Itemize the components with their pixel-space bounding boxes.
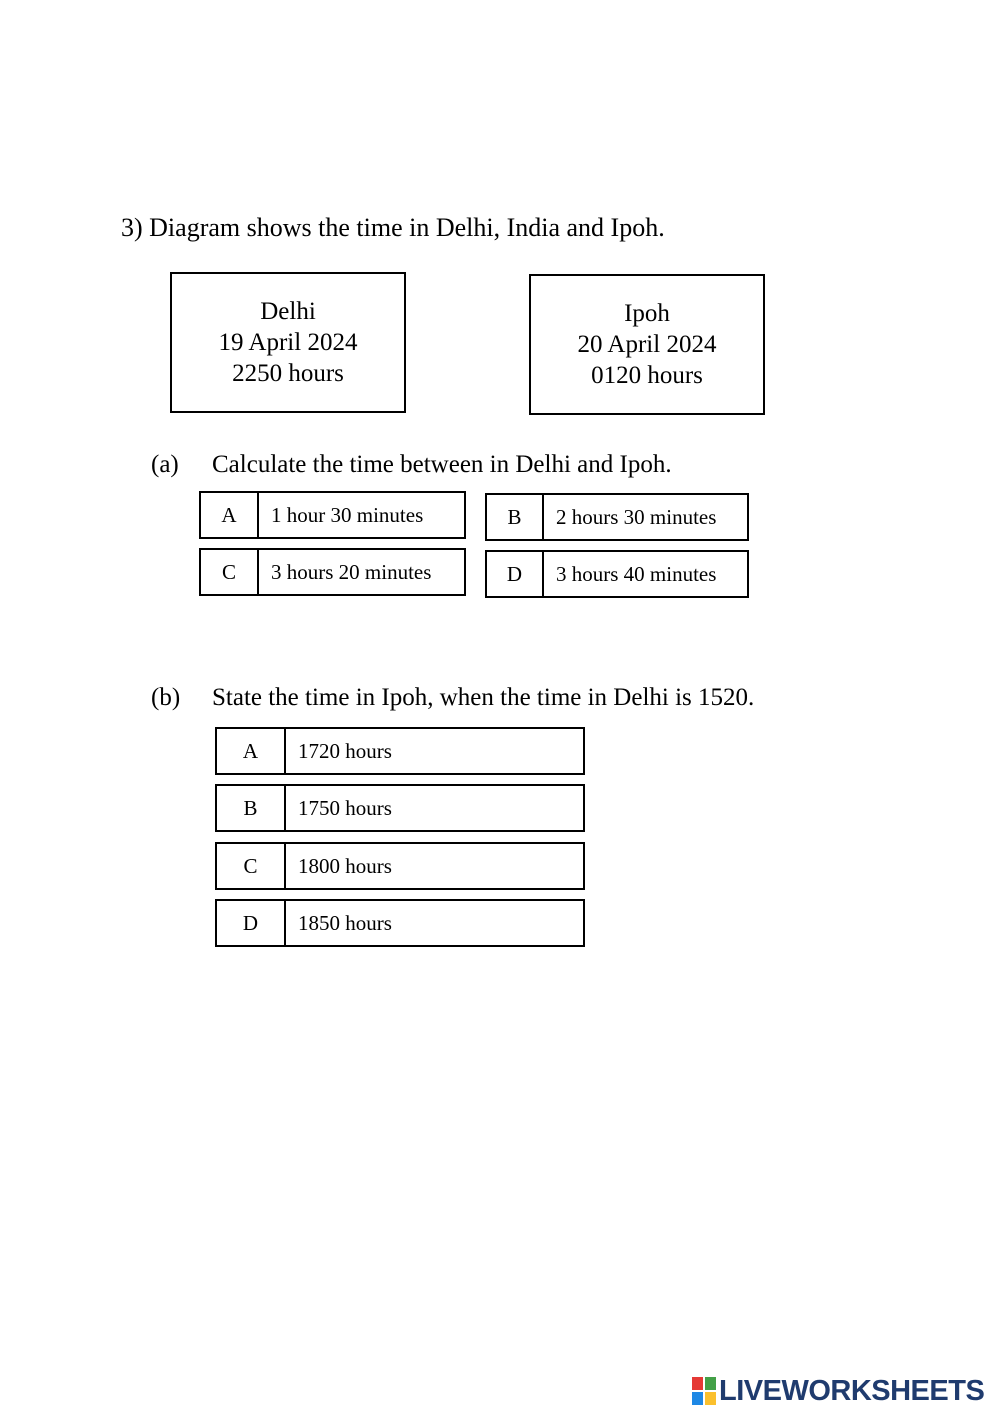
option-letter: C — [201, 550, 259, 594]
liveworksheets-logo-icon — [692, 1377, 716, 1405]
part-b-option-c[interactable] — [215, 842, 585, 890]
option-letter: B — [487, 495, 544, 539]
option-text: 3 hours 40 minutes — [556, 561, 717, 586]
option-text: 1 hour 30 minutes — [271, 502, 424, 527]
part-a-option-d[interactable] — [485, 550, 749, 598]
city-name: Ipoh — [624, 300, 670, 327]
city-date: 20 April 2024 — [577, 331, 717, 358]
option-letter: C — [217, 844, 286, 888]
option-text: 3 hours 20 minutes — [271, 559, 432, 584]
option-text: 1800 hours — [298, 853, 392, 878]
delhi-time-box — [170, 272, 406, 413]
question-title: 3) Diagram shows the time in Delhi, India and Ipoh. — [121, 213, 665, 242]
option-text: 2 hours 30 minutes — [556, 504, 717, 529]
part-a-option-a[interactable] — [199, 491, 466, 539]
option-text: 1750 hours — [298, 795, 392, 820]
part-b-option-a[interactable] — [215, 727, 585, 775]
city-name: Delhi — [260, 298, 316, 325]
option-letter: A — [217, 729, 286, 773]
part-b-option-d[interactable] — [215, 899, 585, 947]
liveworksheets-logo — [692, 1374, 984, 1408]
part-b-option-b[interactable] — [215, 784, 585, 832]
part-a-prompt: Calculate the time between in Delhi and Ipoh. — [212, 451, 672, 478]
part-a-option-b[interactable] — [485, 493, 749, 541]
part-a-label: (a) — [151, 451, 179, 478]
part-b-label: (b) — [151, 684, 181, 711]
logo-text: LIVEWORKSHEETS — [719, 1374, 985, 1407]
option-text: 1850 hours — [298, 910, 392, 935]
option-text: 1720 hours — [298, 738, 392, 763]
part-a-option-c[interactable] — [199, 548, 466, 596]
option-letter: D — [487, 552, 544, 596]
part-b-prompt: State the time in Ipoh, when the time in Delhi is 1520. — [212, 684, 755, 711]
city-time: 2250 hours — [232, 360, 344, 387]
option-letter: D — [217, 901, 286, 945]
option-letter: B — [217, 786, 286, 830]
ipoh-time-box — [529, 274, 765, 415]
city-time: 0120 hours — [591, 362, 703, 389]
option-letter: A — [201, 493, 259, 537]
city-date: 19 April 2024 — [218, 329, 358, 356]
